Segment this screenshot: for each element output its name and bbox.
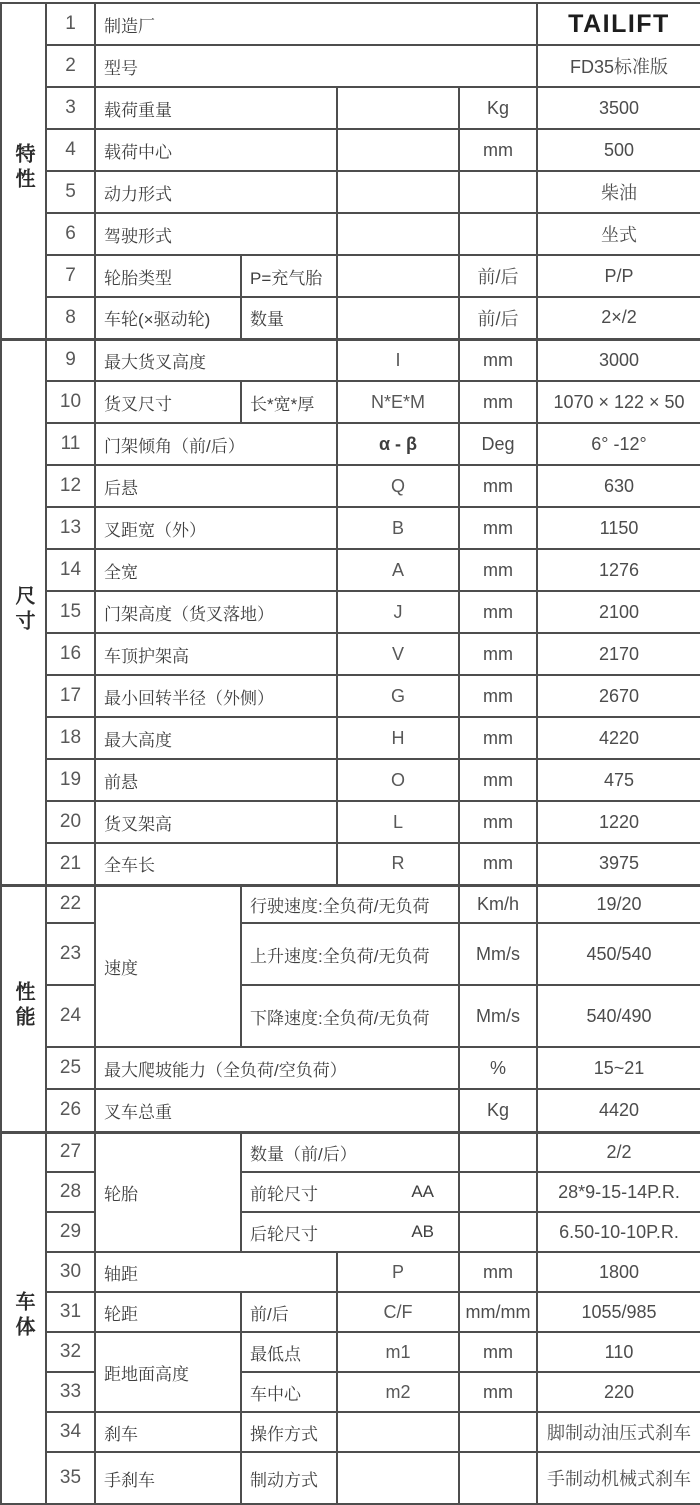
row-12-unit: mm <box>459 465 537 507</box>
row-19-unit: mm <box>459 759 537 801</box>
table-row <box>1 885 700 923</box>
row-24-description: 下降速度:全负荷/无负荷 <box>241 985 459 1047</box>
row-7-value: P/P <box>537 255 700 297</box>
row-20-value: 1220 <box>537 801 700 843</box>
row-24-unit: Mm/s <box>459 985 537 1047</box>
row-32-symbol: m1 <box>337 1332 459 1372</box>
row-11-unit: Deg <box>459 423 537 465</box>
row-27-value: 2/2 <box>537 1132 700 1172</box>
row-7-label: 轮胎类型 <box>95 255 241 297</box>
row-22-value: 19/20 <box>537 885 700 923</box>
row-6-number: 6 <box>46 213 95 255</box>
row-33-sublabel: 车中心 <box>241 1372 337 1412</box>
row-33-unit: mm <box>459 1372 537 1412</box>
row-6-label: 驾驶形式 <box>95 213 337 255</box>
row-23-value: 450/540 <box>537 923 700 985</box>
table-row <box>1 129 700 171</box>
row-10-label: 货叉尺寸 <box>95 381 241 423</box>
row-27-description: 数量（前/后） <box>241 1132 459 1172</box>
row-15-value: 2100 <box>537 591 700 633</box>
row-8-sublabel: 数量 <box>241 297 337 339</box>
row-23-unit: Mm/s <box>459 923 537 985</box>
row-35-value: 手制动机械式刹车 <box>537 1452 700 1504</box>
table-row <box>1 465 700 507</box>
table-row <box>1 45 700 87</box>
row-29-description-label: 后轮尺寸 <box>250 1224 318 1244</box>
row-6-unit <box>459 213 537 255</box>
row-9-label: 最大货叉高度 <box>95 339 337 381</box>
row-7-unit: 前/后 <box>459 255 537 297</box>
row-20-label: 货叉架高 <box>95 801 337 843</box>
row-24-value: 540/490 <box>537 985 700 1047</box>
row-26-number: 26 <box>46 1089 95 1132</box>
speed-group-label: 速度 <box>95 885 241 1047</box>
section-label-characteristics <box>1 3 46 339</box>
row-35-unit <box>459 1452 537 1504</box>
row-16-unit: mm <box>459 633 537 675</box>
section-label-dimensions <box>1 339 46 885</box>
table-row <box>1 1089 700 1132</box>
row-35-sublabel: 制动方式 <box>241 1452 337 1504</box>
section-label-performance <box>1 885 46 1132</box>
row-2-label: 型号 <box>95 45 537 87</box>
row-28-value: 28*9-15-14P.R. <box>537 1172 700 1212</box>
section-label-text: 性能 <box>12 981 34 1031</box>
row-6-value: 坐式 <box>537 213 700 255</box>
row-26-value: 4420 <box>537 1089 700 1132</box>
row-17-value: 2670 <box>537 675 700 717</box>
table-row <box>1 1252 700 1292</box>
row-7-symbol <box>337 255 459 297</box>
row-4-symbol <box>337 129 459 171</box>
row-15-unit: mm <box>459 591 537 633</box>
row-32-sublabel: 最低点 <box>241 1332 337 1372</box>
table-row <box>1 213 700 255</box>
row-8-number: 8 <box>46 297 95 339</box>
row-5-label: 动力形式 <box>95 171 337 213</box>
row-30-label: 轴距 <box>95 1252 337 1292</box>
row-15-number: 15 <box>46 591 95 633</box>
row-9-number: 9 <box>46 339 95 381</box>
row-32-number: 32 <box>46 1332 95 1372</box>
row-35-number: 35 <box>46 1452 95 1504</box>
row-14-label: 全宽 <box>95 549 337 591</box>
row-7-sublabel: P=充气胎 <box>241 255 337 297</box>
row-14-unit: mm <box>459 549 537 591</box>
row-5-unit <box>459 171 537 213</box>
row-31-unit: mm/mm <box>459 1292 537 1332</box>
row-9-value: 3000 <box>537 339 700 381</box>
row-3-label: 载荷重量 <box>95 87 337 129</box>
row-13-unit: mm <box>459 507 537 549</box>
row-33-value: 220 <box>537 1372 700 1412</box>
table-row <box>1 675 700 717</box>
row-31-label: 轮距 <box>95 1292 241 1332</box>
row-28-description-label: 前轮尺寸 <box>250 1184 318 1204</box>
row-22-unit: Km/h <box>459 885 537 923</box>
row-34-number: 34 <box>46 1412 95 1452</box>
row-18-value: 4220 <box>537 717 700 759</box>
table-row <box>1 591 700 633</box>
section-label-text: 尺寸 <box>12 584 34 635</box>
table-row <box>1 801 700 843</box>
row-12-number: 12 <box>46 465 95 507</box>
row-13-number: 13 <box>46 507 95 549</box>
row-23-number: 23 <box>46 923 95 985</box>
row-17-symbol: G <box>337 675 459 717</box>
tire-group-label: 轮胎 <box>95 1132 241 1252</box>
table-row <box>1 1452 700 1504</box>
row-21-unit: mm <box>459 843 537 885</box>
row-20-unit: mm <box>459 801 537 843</box>
row-19-label: 前悬 <box>95 759 337 801</box>
row-1-label: 制造厂 <box>95 3 537 45</box>
row-4-label: 载荷中心 <box>95 129 337 171</box>
row-25-value: 15~21 <box>537 1047 700 1089</box>
row-29-symbol: AB <box>411 1222 434 1241</box>
row-4-value: 500 <box>537 129 700 171</box>
row-18-symbol: H <box>337 717 459 759</box>
row-13-label: 叉距宽（外） <box>95 507 337 549</box>
row-11-value: 6° -12° <box>537 423 700 465</box>
row-29-number: 29 <box>46 1212 95 1252</box>
row-25-unit: % <box>459 1047 537 1089</box>
table-row <box>1 549 700 591</box>
row-34-value: 脚制动油压式刹车 <box>537 1412 700 1452</box>
section-label-body <box>1 1132 46 1504</box>
row-8-value: 2×/2 <box>537 297 700 339</box>
row-14-number: 14 <box>46 549 95 591</box>
row-13-value: 1150 <box>537 507 700 549</box>
row-32-unit: mm <box>459 1332 537 1372</box>
row-15-label: 门架高度（货叉落地） <box>95 591 337 633</box>
row-21-number: 21 <box>46 843 95 885</box>
table-row <box>1 633 700 675</box>
table-row <box>1 1292 700 1332</box>
row-30-symbol: P <box>337 1252 459 1292</box>
row-15-symbol: J <box>337 591 459 633</box>
row-19-value: 475 <box>537 759 700 801</box>
row-29-description <box>241 1212 459 1252</box>
row-27-number: 27 <box>46 1132 95 1172</box>
table-row <box>1 759 700 801</box>
row-21-symbol: R <box>337 843 459 885</box>
row-1-number: 1 <box>46 3 95 45</box>
table-row <box>1 3 700 45</box>
row-31-value: 1055/985 <box>537 1292 700 1332</box>
row-20-symbol: L <box>337 801 459 843</box>
row-14-value: 1276 <box>537 549 700 591</box>
row-19-number: 19 <box>46 759 95 801</box>
row-17-unit: mm <box>459 675 537 717</box>
section-label-text: 特性 <box>12 143 34 194</box>
row-12-value: 630 <box>537 465 700 507</box>
row-18-number: 18 <box>46 717 95 759</box>
table-row <box>1 297 700 339</box>
row-3-number: 3 <box>46 87 95 129</box>
row-11-label: 门架倾角（前/后） <box>95 423 337 465</box>
row-10-value: 1070 × 122 × 50 <box>537 381 700 423</box>
model-value: FD35标准版 <box>537 45 700 87</box>
row-30-value: 1800 <box>537 1252 700 1292</box>
row-12-label: 后悬 <box>95 465 337 507</box>
row-18-label: 最大高度 <box>95 717 337 759</box>
row-9-symbol: I <box>337 339 459 381</box>
row-5-value: 柴油 <box>537 171 700 213</box>
table-row <box>1 1047 700 1089</box>
row-3-unit: Kg <box>459 87 537 129</box>
row-20-number: 20 <box>46 801 95 843</box>
row-25-number: 25 <box>46 1047 95 1089</box>
table-row <box>1 507 700 549</box>
row-31-sublabel: 前/后 <box>241 1292 337 1332</box>
table-row <box>1 255 700 297</box>
row-34-label: 刹车 <box>95 1412 241 1452</box>
row-3-value: 3500 <box>537 87 700 129</box>
ground-clearance-group-label: 距地面高度 <box>95 1332 241 1412</box>
row-5-symbol <box>337 171 459 213</box>
row-14-symbol: A <box>337 549 459 591</box>
row-27-unit <box>459 1132 537 1172</box>
section-label-text: 车体 <box>12 1290 34 1341</box>
table-row <box>1 1412 700 1452</box>
row-16-label: 车顶护架高 <box>95 633 337 675</box>
row-4-unit: mm <box>459 129 537 171</box>
forklift-spec-table <box>0 2 700 1505</box>
row-24-number: 24 <box>46 985 95 1047</box>
row-11-symbol: α - β <box>337 423 459 465</box>
row-7-number: 7 <box>46 255 95 297</box>
row-8-unit: 前/后 <box>459 297 537 339</box>
row-33-symbol: m2 <box>337 1372 459 1412</box>
row-22-number: 22 <box>46 885 95 923</box>
row-19-symbol: O <box>337 759 459 801</box>
table-row <box>1 843 700 885</box>
row-25-label: 最大爬坡能力（全负荷/空负荷） <box>95 1047 459 1089</box>
row-26-unit: Kg <box>459 1089 537 1132</box>
row-9-unit: mm <box>459 339 537 381</box>
row-35-symbol <box>337 1452 459 1504</box>
row-26-label: 叉车总重 <box>95 1089 459 1132</box>
row-17-label: 最小回转半径（外侧） <box>95 675 337 717</box>
table-row <box>1 717 700 759</box>
row-28-unit <box>459 1172 537 1212</box>
row-22-description: 行驶速度:全负荷/无负荷 <box>241 885 459 923</box>
row-34-sublabel: 操作方式 <box>241 1412 337 1452</box>
row-23-description: 上升速度:全负荷/无负荷 <box>241 923 459 985</box>
table-row <box>1 381 700 423</box>
row-5-number: 5 <box>46 171 95 213</box>
row-28-description <box>241 1172 459 1212</box>
row-13-symbol: B <box>337 507 459 549</box>
row-28-number: 28 <box>46 1172 95 1212</box>
row-21-label: 全车长 <box>95 843 337 885</box>
row-3-symbol <box>337 87 459 129</box>
row-28-symbol: AA <box>411 1182 434 1201</box>
table-row <box>1 87 700 129</box>
row-32-value: 110 <box>537 1332 700 1372</box>
row-16-value: 2170 <box>537 633 700 675</box>
row-10-sublabel: 长*宽*厚 <box>241 381 337 423</box>
row-29-unit <box>459 1212 537 1252</box>
row-6-symbol <box>337 213 459 255</box>
table-row <box>1 423 700 465</box>
row-31-symbol: C/F <box>337 1292 459 1332</box>
row-31-number: 31 <box>46 1292 95 1332</box>
row-11-number: 11 <box>46 423 95 465</box>
table-row <box>1 1332 700 1372</box>
row-21-value: 3975 <box>537 843 700 885</box>
row-8-symbol <box>337 297 459 339</box>
brand-value: TAILIFT <box>537 3 700 45</box>
row-34-unit <box>459 1412 537 1452</box>
row-35-label: 手刹车 <box>95 1452 241 1504</box>
row-17-number: 17 <box>46 675 95 717</box>
row-30-unit: mm <box>459 1252 537 1292</box>
table-row <box>1 1132 700 1172</box>
row-10-symbol: N*E*M <box>337 381 459 423</box>
row-16-number: 16 <box>46 633 95 675</box>
row-18-unit: mm <box>459 717 537 759</box>
row-10-number: 10 <box>46 381 95 423</box>
row-16-symbol: V <box>337 633 459 675</box>
row-29-value: 6.50-10-10P.R. <box>537 1212 700 1252</box>
row-30-number: 30 <box>46 1252 95 1292</box>
row-33-number: 33 <box>46 1372 95 1412</box>
table-row <box>1 339 700 381</box>
row-12-symbol: Q <box>337 465 459 507</box>
table-row <box>1 171 700 213</box>
row-4-number: 4 <box>46 129 95 171</box>
row-8-label: 车轮(×驱动轮) <box>95 297 241 339</box>
row-34-symbol <box>337 1412 459 1452</box>
row-2-number: 2 <box>46 45 95 87</box>
row-10-unit: mm <box>459 381 537 423</box>
